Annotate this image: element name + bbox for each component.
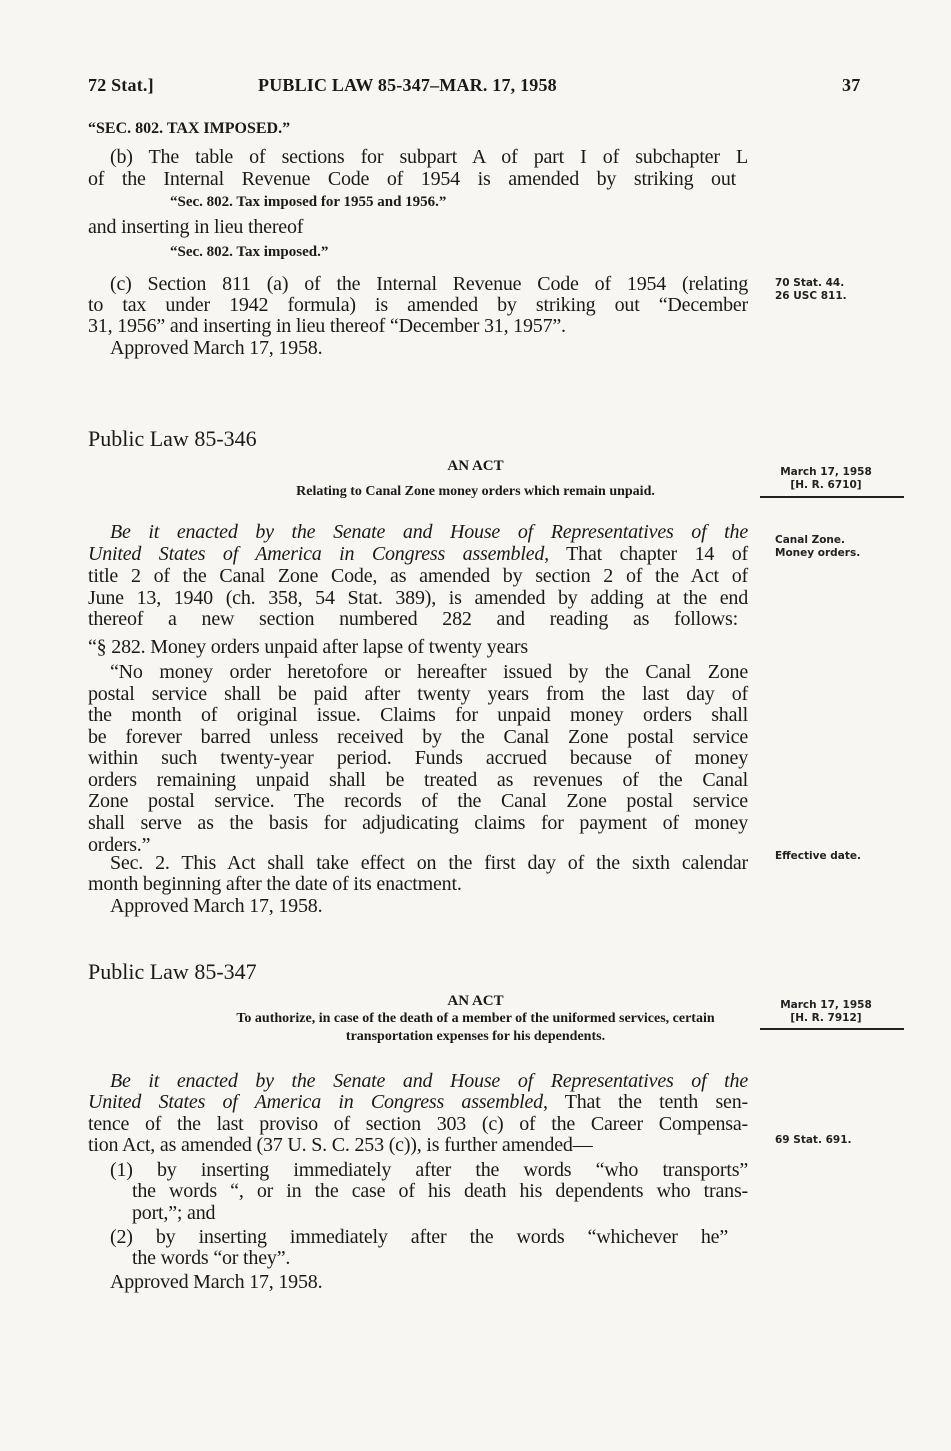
subtitle-line: transportation expenses for his dependents.: [345, 1029, 606, 1044]
text-line: of the Internal Revenue Code of 1954 is amended by striking out: [88, 168, 736, 190]
margin-note: 69 Stat. 691.: [775, 1134, 852, 1146]
text-line: shall serve as the basis for adjudicating claims for payment of money: [88, 812, 748, 834]
page-number: 37: [842, 75, 861, 95]
margin-bill-number: [H. R. 7912]: [790, 1012, 862, 1024]
text-line: (b) The table of sections for subpart A of part I of subchapter L: [110, 146, 748, 168]
header-title: PUBLIC LAW 85-347–MAR. 17, 1958: [258, 75, 557, 95]
law-title: Public Law 85-346: [88, 426, 257, 451]
text-line: port,”; and: [132, 1202, 216, 1224]
text-line: within such twenty-year period. Funds accrued because of money: [88, 747, 748, 769]
text-line: [88, 1091, 748, 1113]
margin-date: [778, 466, 874, 492]
text-line: June 13, 1940 (ch. 358, 54 Stat. 389), is amended by adding at the end: [88, 587, 748, 609]
text-line: tion Act, as amended (37 U. S. C. 253 (c)), is further amended—: [88, 1134, 593, 1156]
header-volume: 72 Stat.]: [88, 75, 154, 95]
text-line: the words “, or in the case of his death his dependents who trans-: [132, 1180, 748, 1202]
law-title: Public Law 85-347: [88, 959, 257, 984]
text-line: 31, 1956” and inserting in lieu thereof “December 31, 1957”.: [88, 315, 566, 337]
section-heading: “SEC. 802. TAX IMPOSED.”: [88, 120, 291, 137]
margin-rule: [760, 1028, 904, 1030]
text-line: Sec. 2. This Act shall take effect on the first day of the sixth calendar: [110, 852, 748, 874]
margin-note: 26 USC 811.: [775, 290, 847, 302]
text-line: [110, 521, 748, 543]
approved-line: Approved March 17, 1958.: [110, 895, 323, 917]
margin-date: [778, 999, 874, 1025]
italic-text: United States of America in Congress assembled: [88, 543, 545, 565]
text-line: orders remaining unpaid shall be treated as revenues of the Canal: [88, 769, 748, 791]
margin-bill-number: [H. R. 6710]: [790, 479, 862, 491]
margin-note: Money orders.: [775, 547, 861, 559]
italic-text: United States of America in Congress assembled: [88, 1091, 543, 1113]
italic-text: Be it enacted by the Senate and House of Representatives of the: [110, 1070, 748, 1092]
margin-note: Canal Zone.: [775, 534, 846, 546]
act-subtitle: Relating to Canal Zone money orders which remain unpaid.: [296, 484, 655, 499]
approved-line: Approved March 17, 1958.: [110, 1271, 323, 1293]
subtitle-line: To authorize, in case of the death of a member of the uniformed services, certain: [236, 1011, 715, 1026]
text-line: Zone postal service. The records of the Canal Zone postal service: [88, 790, 748, 812]
quoted-line: “Sec. 802. Tax imposed.”: [170, 244, 329, 260]
section-282-heading: “§ 282. Money orders unpaid after lapse of twenty years: [88, 636, 528, 658]
text-line: the words “or they”.: [132, 1247, 291, 1269]
text-line: (c) Section 811 (a) of the Internal Revenue Code of 1954 (relating: [110, 273, 748, 295]
text-line: [110, 1070, 748, 1092]
text-line: thereof a new section numbered 282 and reading as follows:: [88, 608, 738, 630]
margin-note: Effective date.: [775, 850, 861, 862]
an-act-heading: AN ACT: [447, 993, 504, 1009]
text-line: “No money order heretofore or hereafter issued by the Canal Zone: [110, 661, 748, 683]
text-line: postal service shall be paid after twenty years from the last day of: [88, 683, 748, 705]
text-line: be forever barred unless received by the Canal Zone postal service: [88, 726, 748, 748]
margin-note: 70 Stat. 44.: [775, 277, 845, 289]
margin-rule: [760, 496, 904, 498]
text-line: to tax under 1942 formula) is amended by striking out “December: [88, 294, 748, 316]
text-line: title 2 of the Canal Zone Code, as amended by section 2 of the Act of: [88, 565, 748, 587]
text-line: tence of the last proviso of section 303 (c) of the Career Compensa-: [88, 1113, 748, 1135]
quoted-line: “Sec. 802. Tax imposed for 1955 and 1956.”: [170, 194, 447, 210]
margin-date-text: March 17, 1958: [780, 999, 872, 1011]
text-line: (2) by inserting immediately after the words “whichever he”: [110, 1226, 728, 1248]
italic-text: Be it enacted by the Senate and House of Representatives of the: [110, 521, 748, 543]
text-line: the month of original issue. Claims for unpaid money orders shall: [88, 704, 748, 726]
text-span: , That chapter 14 of: [544, 543, 748, 565]
an-act-heading: AN ACT: [447, 458, 504, 474]
margin-date-text: March 17, 1958: [780, 466, 872, 478]
text-line: [88, 543, 748, 565]
text-line: orders.”: [88, 834, 151, 856]
text-span: , That the tenth sen-: [542, 1091, 748, 1113]
approved-line: Approved March 17, 1958.: [110, 337, 323, 359]
text-line: month beginning after the date of its enactment.: [88, 873, 462, 895]
text-line: (1) by inserting immediately after the words “who transports”: [110, 1159, 748, 1181]
text-line: and inserting in lieu thereof: [88, 216, 304, 238]
